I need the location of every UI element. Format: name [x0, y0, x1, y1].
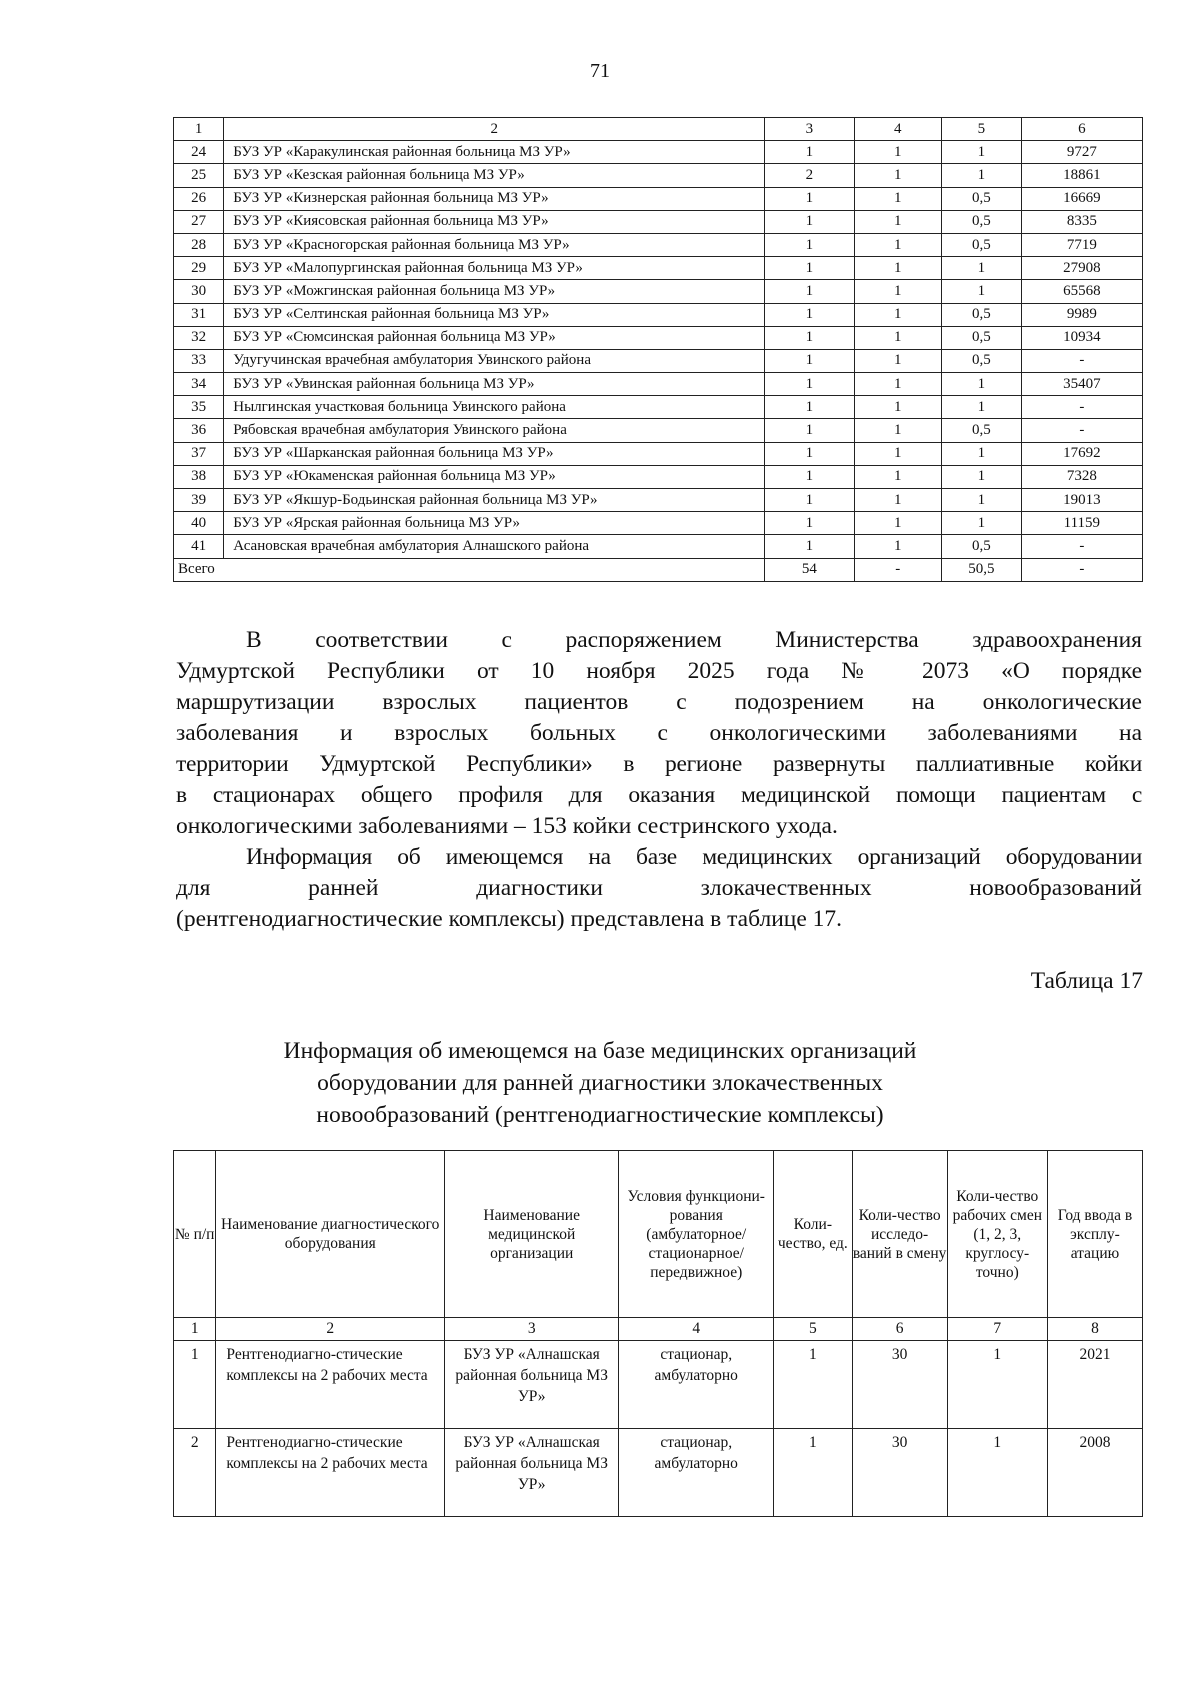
- total-row: [174, 558, 1143, 581]
- header-cell: Наименование медицинской организации: [445, 1151, 619, 1318]
- total-label: Всего: [174, 558, 765, 581]
- value-col3: 1: [765, 233, 854, 256]
- row-number: 30: [174, 280, 224, 303]
- table-row: [174, 303, 1143, 326]
- row-number: 1: [174, 1341, 216, 1429]
- header-cell: 4: [854, 118, 941, 141]
- value-col3: 2: [765, 164, 854, 187]
- value-col5: 0,5: [941, 326, 1021, 349]
- index-cell: 5: [774, 1318, 852, 1341]
- index-cell: 8: [1047, 1318, 1142, 1341]
- index-cell: 4: [619, 1318, 774, 1341]
- row-number: 31: [174, 303, 224, 326]
- value-col4: 1: [854, 396, 941, 419]
- row-number: 40: [174, 512, 224, 535]
- value-col6: -: [1021, 535, 1142, 558]
- organization-name: БУЗ УР «Киясовская районная больница МЗ УР»: [224, 210, 765, 233]
- value-col3: 1: [765, 465, 854, 488]
- table-row: [174, 187, 1143, 210]
- row-number: 25: [174, 164, 224, 187]
- value-col3: 1: [765, 442, 854, 465]
- total-c5: 50,5: [941, 558, 1021, 581]
- organization-name: БУЗ УР «Юкаменская районная больница МЗ УР»: [224, 465, 765, 488]
- value-col4: 1: [854, 164, 941, 187]
- value-col5: 0,5: [941, 187, 1021, 210]
- value-col6: 19013: [1021, 489, 1142, 512]
- organization-name: БУЗ УР «Кизнерская районная больница МЗ УР»: [224, 187, 765, 210]
- page-number: 71: [590, 60, 610, 82]
- studies-per-shift: 30: [852, 1341, 947, 1429]
- table-row: [174, 373, 1143, 396]
- value-col4: 1: [854, 326, 941, 349]
- row-number: 34: [174, 373, 224, 396]
- header-cell: Коли-чество рабочих смен (1, 2, 3, круглосу-точно): [947, 1151, 1047, 1318]
- equipment-table-header-row: [174, 1151, 1143, 1318]
- value-col6: 7719: [1021, 233, 1142, 256]
- value-col6: 11159: [1021, 512, 1142, 535]
- organization-name: БУЗ УР «Якшур-Бодьинская районная больница МЗ УР»: [224, 489, 765, 512]
- paragraph-line: для ранней диагностики злокачественных новообразований: [176, 875, 1142, 901]
- table-row: [174, 512, 1143, 535]
- index-cell: 2: [216, 1318, 445, 1341]
- header-cell: Коли-чество исследо-ваний в смену: [852, 1151, 947, 1318]
- value-col4: 1: [854, 257, 941, 280]
- value-col5: 0,5: [941, 233, 1021, 256]
- table-title-line: оборудовании для ранней диагностики злокачественных: [317, 1070, 883, 1096]
- header-cell: Год ввода в эксплу-атацию: [1047, 1151, 1142, 1318]
- studies-per-shift: 30: [852, 1429, 947, 1517]
- header-cell: Условия функциони-рования (амбулаторное/ стационарное/ передвижное): [619, 1151, 774, 1318]
- value-col3: 1: [765, 373, 854, 396]
- paragraph-line: в стационарах общего профиля для оказания медицинской помощи пациентам с: [176, 782, 1142, 808]
- year-commissioned: 2021: [1047, 1341, 1142, 1429]
- paragraph-equipment-info: [176, 842, 1142, 935]
- value-col6: 9727: [1021, 141, 1142, 164]
- index-cell: 1: [174, 1318, 216, 1341]
- beds-table: [173, 117, 1143, 582]
- value-col4: 1: [854, 141, 941, 164]
- value-col4: 1: [854, 280, 941, 303]
- value-col6: -: [1021, 419, 1142, 442]
- index-cell: 6: [852, 1318, 947, 1341]
- year-commissioned: 2008: [1047, 1429, 1142, 1517]
- organization-name: Нылгинская участковая больница Увинского района: [224, 396, 765, 419]
- total-c4: -: [854, 558, 941, 581]
- organization-name: БУЗ УР «Кезская районная больница МЗ УР»: [224, 164, 765, 187]
- table-row: [174, 280, 1143, 303]
- quantity: 1: [774, 1341, 852, 1429]
- table-row: [174, 141, 1143, 164]
- value-col3: 1: [765, 535, 854, 558]
- value-col5: 1: [941, 396, 1021, 419]
- conditions: стационар, амбулаторно: [619, 1341, 774, 1429]
- index-cell: 7: [947, 1318, 1047, 1341]
- beds-table-body: [174, 118, 1143, 582]
- value-col6: 10934: [1021, 326, 1142, 349]
- value-col3: 1: [765, 210, 854, 233]
- value-col3: 1: [765, 396, 854, 419]
- value-col3: 1: [765, 187, 854, 210]
- table-row: [174, 257, 1143, 280]
- table-row: [174, 210, 1143, 233]
- table-row: [174, 535, 1143, 558]
- value-col3: 1: [765, 141, 854, 164]
- value-col4: 1: [854, 489, 941, 512]
- value-col5: 1: [941, 465, 1021, 488]
- paragraph-line: территории Удмуртской Республики» в регионе развернуты паллиативные койки: [176, 751, 1142, 777]
- value-col6: 27908: [1021, 257, 1142, 280]
- value-col4: 1: [854, 465, 941, 488]
- value-col5: 1: [941, 280, 1021, 303]
- paragraph-line: заболевания и взрослых больных с онкологическими заболеваниями на: [176, 720, 1142, 746]
- value-col4: 1: [854, 210, 941, 233]
- table-title: [0, 1035, 1200, 1131]
- table-row: [174, 349, 1143, 372]
- organization-name: БУЗ УР «Малопургинская районная больница МЗ УР»: [224, 257, 765, 280]
- value-col5: 1: [941, 489, 1021, 512]
- equipment-name: Рентгенодиагно-стические комплексы на 2 рабочих места: [216, 1341, 445, 1429]
- organization-name: Рябовская врачебная амбулатория Увинского района: [224, 419, 765, 442]
- value-col3: 1: [765, 326, 854, 349]
- paragraph-line: онкологическими заболеваниями – 153 койки сестринского ухода.: [176, 813, 838, 839]
- row-number: 33: [174, 349, 224, 372]
- header-cell: Коли-чество, ед.: [774, 1151, 852, 1318]
- value-col3: 1: [765, 419, 854, 442]
- table-label: Таблица 17: [1030, 968, 1143, 994]
- value-col3: 1: [765, 257, 854, 280]
- value-col4: 1: [854, 349, 941, 372]
- equipment-table-index-row: [174, 1318, 1143, 1341]
- organization-name: БУЗ УР «Шарканская районная больница МЗ УР»: [224, 442, 765, 465]
- total-c6: -: [1021, 558, 1142, 581]
- value-col5: 0,5: [941, 419, 1021, 442]
- value-col4: 1: [854, 187, 941, 210]
- index-cell: 3: [445, 1318, 619, 1341]
- value-col4: 1: [854, 535, 941, 558]
- row-number: 28: [174, 233, 224, 256]
- header-cell: 2: [224, 118, 765, 141]
- row-number: 38: [174, 465, 224, 488]
- value-col3: 1: [765, 489, 854, 512]
- table-row: [174, 233, 1143, 256]
- header-cell: 5: [941, 118, 1021, 141]
- value-col6: -: [1021, 349, 1142, 372]
- value-col5: 0,5: [941, 535, 1021, 558]
- value-col6: 65568: [1021, 280, 1142, 303]
- value-col4: 1: [854, 303, 941, 326]
- organization-name: Асановская врачебная амбулатория Алнашского района: [224, 535, 765, 558]
- row-number: 29: [174, 257, 224, 280]
- row-number: 41: [174, 535, 224, 558]
- row-number: 39: [174, 489, 224, 512]
- value-col6: 18861: [1021, 164, 1142, 187]
- value-col6: 8335: [1021, 210, 1142, 233]
- organization-name: БУЗ УР «Алнашская районная больница МЗ УР»: [445, 1341, 619, 1429]
- row-number: 37: [174, 442, 224, 465]
- value-col5: 1: [941, 164, 1021, 187]
- table-row: [174, 1429, 1143, 1517]
- quantity: 1: [774, 1429, 852, 1517]
- organization-name: БУЗ УР «Сюмсинская районная больница МЗ УР»: [224, 326, 765, 349]
- value-col5: 0,5: [941, 210, 1021, 233]
- organization-name: БУЗ УР «Увинская районная больница МЗ УР»: [224, 373, 765, 396]
- value-col5: 0,5: [941, 303, 1021, 326]
- row-number: 27: [174, 210, 224, 233]
- header-cell: Наименование диагностического оборудования: [216, 1151, 445, 1318]
- header-cell: № п/п: [174, 1151, 216, 1318]
- paragraph-line: В соответствии с распоряжением Министерства здравоохранения: [246, 627, 1142, 653]
- paragraph-routing-order: [176, 625, 1142, 842]
- table-row: [174, 419, 1143, 442]
- table-title-line: Информация об имеющемся на базе медицинских организаций: [283, 1038, 917, 1064]
- value-col4: 1: [854, 233, 941, 256]
- conditions: стационар, амбулаторно: [619, 1429, 774, 1517]
- organization-name: БУЗ УР «Селтинская районная больница МЗ УР»: [224, 303, 765, 326]
- paragraph-line: Информация об имеющемся на базе медицинских организаций оборудовании: [246, 844, 1142, 870]
- table-row: [174, 1341, 1143, 1429]
- organization-name: БУЗ УР «Можгинская районная больница МЗ УР»: [224, 280, 765, 303]
- header-cell: 1: [174, 118, 224, 141]
- value-col5: 1: [941, 373, 1021, 396]
- row-number: 24: [174, 141, 224, 164]
- row-number: 2: [174, 1429, 216, 1517]
- value-col6: 16669: [1021, 187, 1142, 210]
- shifts: 1: [947, 1341, 1047, 1429]
- row-number: 35: [174, 396, 224, 419]
- table-row: [174, 489, 1143, 512]
- value-col6: -: [1021, 396, 1142, 419]
- value-col5: 1: [941, 442, 1021, 465]
- equipment-name: Рентгенодиагно-стические комплексы на 2 рабочих места: [216, 1429, 445, 1517]
- beds-table-header-row: [174, 118, 1143, 141]
- value-col5: 1: [941, 257, 1021, 280]
- organization-name: БУЗ УР «Алнашская районная больница МЗ УР»: [445, 1429, 619, 1517]
- paragraph-line: маршрутизации взрослых пациентов с подозрением на онкологические: [176, 689, 1142, 715]
- value-col4: 1: [854, 373, 941, 396]
- table-row: [174, 465, 1143, 488]
- organization-name: Удугучинская врачебная амбулатория Увинского района: [224, 349, 765, 372]
- row-number: 26: [174, 187, 224, 210]
- value-col4: 1: [854, 512, 941, 535]
- table-row: [174, 164, 1143, 187]
- value-col5: 1: [941, 141, 1021, 164]
- value-col5: 0,5: [941, 349, 1021, 372]
- value-col6: 7328: [1021, 465, 1142, 488]
- table-row: [174, 326, 1143, 349]
- row-number: 36: [174, 419, 224, 442]
- value-col4: 1: [854, 419, 941, 442]
- organization-name: БУЗ УР «Каракулинская районная больница МЗ УР»: [224, 141, 765, 164]
- equipment-table: [173, 1150, 1143, 1517]
- table-title-line: новообразований (рентгенодиагностические комплексы): [316, 1102, 884, 1128]
- value-col3: 1: [765, 349, 854, 372]
- paragraph-line: (рентгенодиагностические комплексы) представлена в таблице 17.: [176, 906, 843, 932]
- row-number: 32: [174, 326, 224, 349]
- header-cell: 6: [1021, 118, 1142, 141]
- value-col4: 1: [854, 442, 941, 465]
- value-col3: 1: [765, 512, 854, 535]
- table-row: [174, 442, 1143, 465]
- value-col6: 35407: [1021, 373, 1142, 396]
- value-col5: 1: [941, 512, 1021, 535]
- header-cell: 3: [765, 118, 854, 141]
- table-row: [174, 396, 1143, 419]
- shifts: 1: [947, 1429, 1047, 1517]
- value-col6: 17692: [1021, 442, 1142, 465]
- paragraph-line: Удмуртской Республики от 10 ноября 2025 года № 2073 «О порядке: [176, 658, 1142, 684]
- organization-name: БУЗ УР «Ярская районная больница МЗ УР»: [224, 512, 765, 535]
- value-col3: 1: [765, 280, 854, 303]
- total-c3: 54: [765, 558, 854, 581]
- organization-name: БУЗ УР «Красногорская районная больница МЗ УР»: [224, 233, 765, 256]
- value-col3: 1: [765, 303, 854, 326]
- value-col6: 9989: [1021, 303, 1142, 326]
